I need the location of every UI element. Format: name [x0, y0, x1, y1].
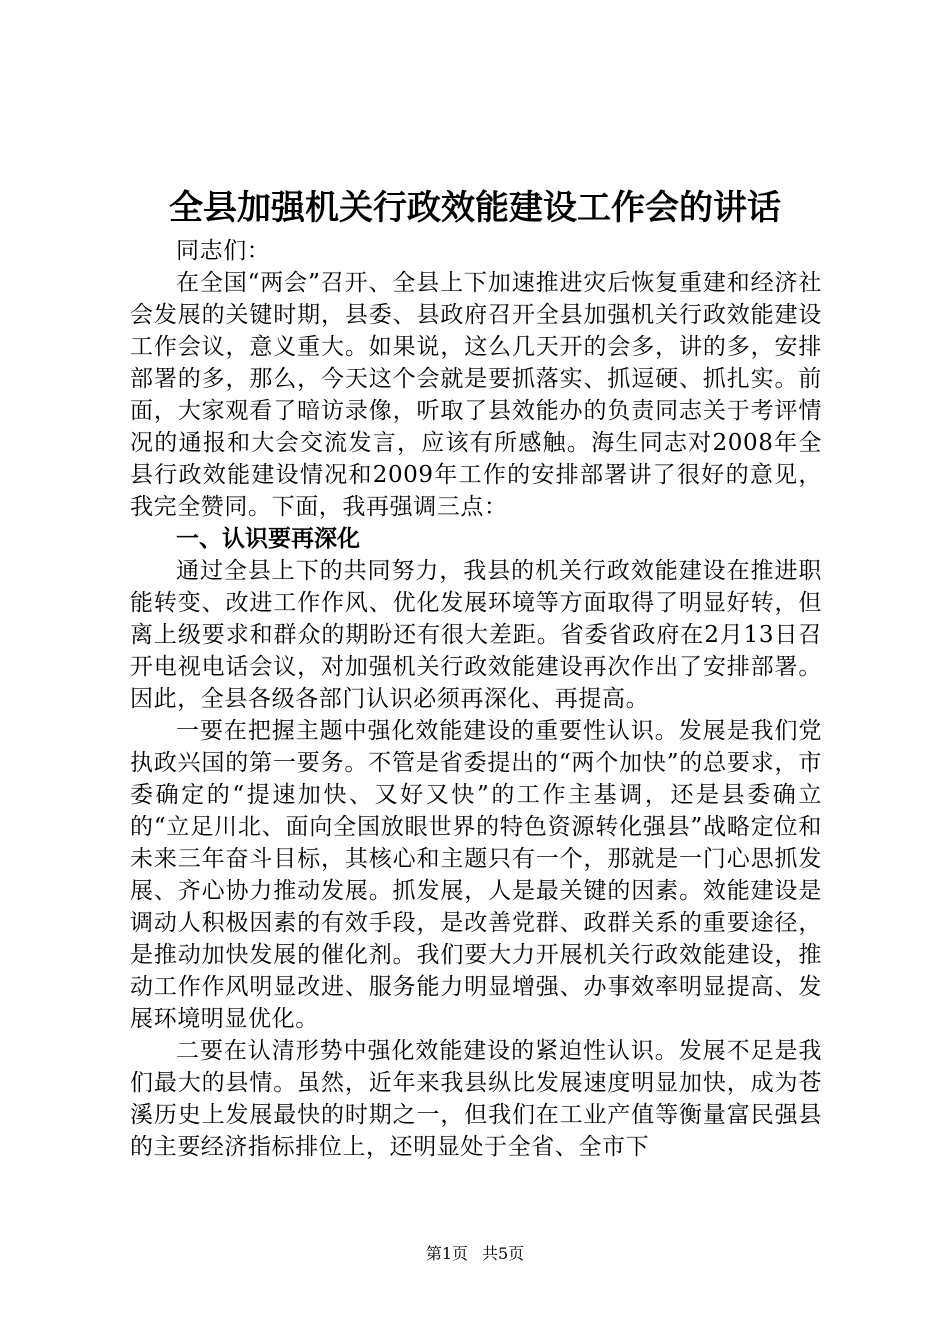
greeting: 同志们： — [176, 238, 271, 264]
paragraph-intro: 在全国“两会”召开、全县上下加速推进灾后恢复重建和经济社会发展的关键时期，县委、县政府召开全县加强机关行政效能建设工作会议，意义重大。如果说，这么几天开的会多，讲的多，安排部署的多，那么，今天这个会就是要抓落实、抓逗硬、抓扎实。前面，大家观看了暗访录像，听取了县效能办的负责同志关于考评情况的通报和大会交流发言，应该有所感触。海生同志对2008年全县行政效能建设情况和2009年工作的安排部署讲了很好的意见，我完全赞同。下面，我再强调三点： — [130, 270, 822, 520]
paragraph-section-1-intro: 通过全县上下的共同努力，我县的机关行政效能建设在推进职能转变、改进工作作风、优化发展环境等方面取得了明显好转，但离上级要求和群众的期盼还有很大差距。省委省政府在2月13日召开电视电话会议，对加强机关行政效能建设再次作出了安排部署。因此，全县各级各部门认识必须再深化、再提高。 — [130, 558, 822, 712]
page-footer — [0, 1243, 950, 1265]
page-number: 第1页 — [425, 1244, 468, 1263]
section-heading-1: 一、认识要再深化 — [176, 526, 360, 552]
document-body — [130, 235, 822, 1163]
document-title: 全县加强机关行政效能建设工作会的讲话 — [169, 188, 781, 228]
page-total: 共5页 — [482, 1244, 525, 1263]
paragraph-point-2: 二要在认清形势中强化效能建设的紧迫性认识。发展不足是我们最大的县情。虽然，近年来我县纵比发展速度明显加快，成为苍溪历史上发展最快的时期之一，但我们在工业产值等衡量富民强县的主要经济指标排位上，还明显处于全省、全市下 — [130, 1038, 822, 1160]
paragraph-point-1: 一要在把握主题中强化效能建设的重要性认识。发展是我们党执政兴国的第一要务。不管是省委提出的“两个加快”的总要求，市委确定的“提速加快、又好又快”的工作主基调，还是县委确立的“立足川北、面向全国放眼世界的特色资源转化强县”战略定位和未来三年奋斗目标，其核心和主题只有一个，那就是一门心思抓发展、齐心协力推动发展。抓发展，人是最关键的因素。效能建设是调动人积极因素的有效手段，是改善党群、政群关系的重要途径，是推动加快发展的催化剂。我们要大力开展机关行政效能建设，推动工作作风明显改进、服务能力明显增强、办事效率明显提高、发展环境明显优化。 — [130, 718, 822, 1032]
